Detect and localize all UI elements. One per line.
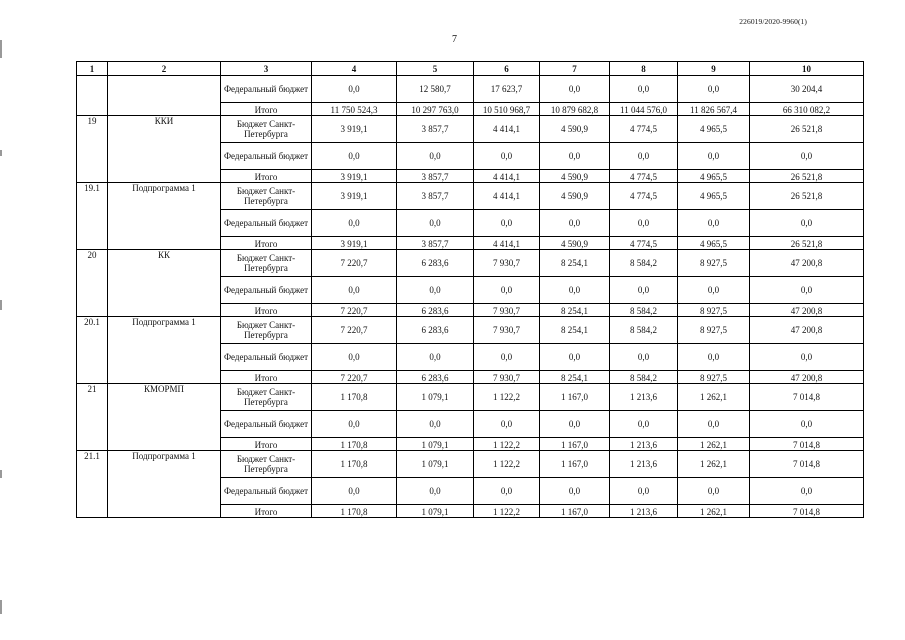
header-cell-2: 2 [108,62,221,76]
value-col-6: 1 122,2 [474,384,540,411]
value-col-9: 0,0 [678,344,750,371]
value-col-10: 47 200,8 [750,304,864,317]
row-number: 21 [77,384,108,451]
value-col-4: 1 170,8 [312,384,397,411]
row-label: Итого [221,438,312,451]
value-col-4: 3 919,1 [312,237,397,250]
value-col-5: 3 857,7 [397,170,474,183]
value-col-7: 8 254,1 [540,304,610,317]
value-col-6: 0,0 [474,277,540,304]
header-cell-7: 7 [540,62,610,76]
value-col-7: 0,0 [540,277,610,304]
value-col-5: 3 857,7 [397,237,474,250]
value-col-6: 0,0 [474,143,540,170]
table-row [77,116,864,143]
value-col-4: 3 919,1 [312,116,397,143]
value-col-8: 11 044 576,0 [610,103,678,116]
value-col-4: 3 919,1 [312,170,397,183]
value-col-5: 12 580,7 [397,76,474,103]
value-col-7: 0,0 [540,76,610,103]
value-col-6: 7 930,7 [474,371,540,384]
header-cell-6: 6 [474,62,540,76]
value-col-7: 8 254,1 [540,317,610,344]
value-col-5: 0,0 [397,478,474,505]
value-col-8: 4 774,5 [610,170,678,183]
value-col-4: 7 220,7 [312,317,397,344]
budget-table [76,61,864,518]
value-col-10: 47 200,8 [750,317,864,344]
value-col-10: 26 521,8 [750,170,864,183]
value-col-5: 1 079,1 [397,451,474,478]
value-col-8: 1 213,6 [610,505,678,518]
value-col-7: 0,0 [540,210,610,237]
value-col-5: 6 283,6 [397,371,474,384]
value-col-4: 0,0 [312,344,397,371]
row-label: Бюджет Санкт-Петербурга [221,250,312,277]
page-number: 7 [452,34,457,45]
value-col-10: 26 521,8 [750,183,864,210]
value-col-9: 0,0 [678,210,750,237]
value-col-9: 11 826 567,4 [678,103,750,116]
value-col-8: 0,0 [610,344,678,371]
value-col-9: 8 927,5 [678,250,750,277]
row-number: 19 [77,116,108,183]
row-name: Подпрограмма 1 [108,317,221,384]
value-col-4: 0,0 [312,76,397,103]
value-col-5: 6 283,6 [397,304,474,317]
value-col-10: 47 200,8 [750,250,864,277]
value-col-5: 1 079,1 [397,505,474,518]
value-col-5: 0,0 [397,411,474,438]
value-col-7: 0,0 [540,411,610,438]
value-col-9: 0,0 [678,478,750,505]
value-col-10: 47 200,8 [750,371,864,384]
table-row [77,317,864,344]
value-col-7: 8 254,1 [540,371,610,384]
value-col-10: 30 204,4 [750,76,864,103]
table-row [77,250,864,277]
value-col-4: 0,0 [312,143,397,170]
value-col-10: 26 521,8 [750,116,864,143]
value-col-4: 7 220,7 [312,304,397,317]
row-label: Итого [221,237,312,250]
value-col-5: 0,0 [397,344,474,371]
value-col-6: 1 122,2 [474,438,540,451]
row-name: ККИ [108,116,221,183]
value-col-6: 4 414,1 [474,183,540,210]
value-col-6: 4 414,1 [474,237,540,250]
row-number: 20.1 [77,317,108,384]
row-number [77,76,108,116]
value-col-5: 1 079,1 [397,384,474,411]
scan-edge-marks [0,0,3,640]
header-cell-9: 9 [678,62,750,76]
value-col-9: 8 927,5 [678,304,750,317]
row-label: Итого [221,304,312,317]
value-col-5: 0,0 [397,210,474,237]
row-label: Бюджет Санкт-Петербурга [221,317,312,344]
row-number: 19.1 [77,183,108,250]
value-col-5: 0,0 [397,143,474,170]
value-col-7: 10 879 682,8 [540,103,610,116]
value-col-4: 0,0 [312,478,397,505]
value-col-8: 1 213,6 [610,438,678,451]
value-col-4: 1 170,8 [312,505,397,518]
value-col-8: 8 584,2 [610,304,678,317]
value-col-9: 1 262,1 [678,438,750,451]
header-cell-10: 10 [750,62,864,76]
value-col-4: 1 170,8 [312,451,397,478]
value-col-8: 8 584,2 [610,317,678,344]
value-col-8: 4 774,5 [610,116,678,143]
value-col-8: 0,0 [610,411,678,438]
value-col-7: 8 254,1 [540,250,610,277]
header-cell-4: 4 [312,62,397,76]
row-name [108,76,221,116]
value-col-6: 7 930,7 [474,317,540,344]
value-col-7: 1 167,0 [540,384,610,411]
value-col-6: 0,0 [474,210,540,237]
value-col-10: 7 014,8 [750,505,864,518]
value-col-10: 66 310 082,2 [750,103,864,116]
value-col-9: 4 965,5 [678,237,750,250]
row-number: 21.1 [77,451,108,518]
header-row [77,62,864,76]
value-col-6: 0,0 [474,344,540,371]
value-col-6: 0,0 [474,478,540,505]
value-col-7: 1 167,0 [540,451,610,478]
value-col-5: 10 297 763,0 [397,103,474,116]
value-col-9: 8 927,5 [678,317,750,344]
value-col-7: 4 590,9 [540,170,610,183]
row-label: Бюджет Санкт-Петербурга [221,384,312,411]
header-cell-1: 1 [77,62,108,76]
value-col-10: 0,0 [750,411,864,438]
row-name: Подпрограмма 1 [108,183,221,250]
value-col-9: 4 965,5 [678,116,750,143]
value-col-8: 0,0 [610,143,678,170]
value-col-8: 0,0 [610,210,678,237]
row-name: КМОРМП [108,384,221,451]
row-label: Бюджет Санкт-Петербурга [221,451,312,478]
value-col-5: 6 283,6 [397,250,474,277]
value-col-7: 0,0 [540,143,610,170]
value-col-10: 0,0 [750,344,864,371]
value-col-8: 4 774,5 [610,183,678,210]
table-row [77,451,864,478]
value-col-8: 8 584,2 [610,250,678,277]
value-col-6: 4 414,1 [474,116,540,143]
value-col-6: 0,0 [474,411,540,438]
value-col-6: 1 122,2 [474,505,540,518]
value-col-4: 7 220,7 [312,250,397,277]
value-col-10: 0,0 [750,478,864,505]
row-name: Подпрограмма 1 [108,451,221,518]
value-col-7: 4 590,9 [540,183,610,210]
value-col-5: 1 079,1 [397,438,474,451]
row-label: Итого [221,371,312,384]
value-col-7: 4 590,9 [540,237,610,250]
value-col-8: 0,0 [610,76,678,103]
header-cell-8: 8 [610,62,678,76]
value-col-9: 0,0 [678,143,750,170]
row-label: Федеральный бюджет [221,143,312,170]
header-cell-5: 5 [397,62,474,76]
row-label: Итого [221,505,312,518]
row-label: Бюджет Санкт-Петербурга [221,183,312,210]
value-col-6: 17 623,7 [474,76,540,103]
value-col-9: 4 965,5 [678,170,750,183]
table-row [77,76,864,103]
value-col-9: 8 927,5 [678,371,750,384]
value-col-9: 0,0 [678,277,750,304]
table-row [77,384,864,411]
value-col-4: 0,0 [312,411,397,438]
row-label: Федеральный бюджет [221,478,312,505]
row-label: Итого [221,170,312,183]
row-label: Федеральный бюджет [221,210,312,237]
value-col-7: 1 167,0 [540,438,610,451]
value-col-8: 0,0 [610,277,678,304]
value-col-9: 1 262,1 [678,384,750,411]
value-col-5: 0,0 [397,277,474,304]
value-col-4: 0,0 [312,210,397,237]
value-col-6: 10 510 968,7 [474,103,540,116]
value-col-4: 11 750 524,3 [312,103,397,116]
value-col-8: 0,0 [610,478,678,505]
value-col-8: 1 213,6 [610,384,678,411]
value-col-4: 1 170,8 [312,438,397,451]
table-row [77,183,864,210]
value-col-4: 0,0 [312,277,397,304]
value-col-10: 7 014,8 [750,384,864,411]
value-col-7: 4 590,9 [540,116,610,143]
row-label: Федеральный бюджет [221,76,312,103]
header-cell-3: 3 [221,62,312,76]
value-col-10: 0,0 [750,210,864,237]
value-col-8: 1 213,6 [610,451,678,478]
row-number: 20 [77,250,108,317]
value-col-4: 7 220,7 [312,371,397,384]
value-col-9: 0,0 [678,411,750,438]
value-col-10: 0,0 [750,277,864,304]
row-label: Федеральный бюджет [221,344,312,371]
row-label: Федеральный бюджет [221,411,312,438]
value-col-10: 26 521,8 [750,237,864,250]
row-name: КК [108,250,221,317]
value-col-5: 6 283,6 [397,317,474,344]
value-col-6: 7 930,7 [474,250,540,277]
value-col-7: 1 167,0 [540,505,610,518]
value-col-7: 0,0 [540,478,610,505]
row-label: Федеральный бюджет [221,277,312,304]
value-col-4: 3 919,1 [312,183,397,210]
value-col-8: 8 584,2 [610,371,678,384]
row-label: Бюджет Санкт-Петербурга [221,116,312,143]
value-col-8: 4 774,5 [610,237,678,250]
value-col-10: 0,0 [750,143,864,170]
value-col-9: 0,0 [678,76,750,103]
value-col-9: 1 262,1 [678,505,750,518]
value-col-10: 7 014,8 [750,451,864,478]
value-col-9: 1 262,1 [678,451,750,478]
value-col-5: 3 857,7 [397,116,474,143]
document-id: 226019/2020-9960(1) [739,17,807,26]
value-col-10: 7 014,8 [750,438,864,451]
value-col-5: 3 857,7 [397,183,474,210]
value-col-9: 4 965,5 [678,183,750,210]
value-col-7: 0,0 [540,344,610,371]
value-col-6: 7 930,7 [474,304,540,317]
value-col-6: 4 414,1 [474,170,540,183]
row-label: Итого [221,103,312,116]
value-col-6: 1 122,2 [474,451,540,478]
